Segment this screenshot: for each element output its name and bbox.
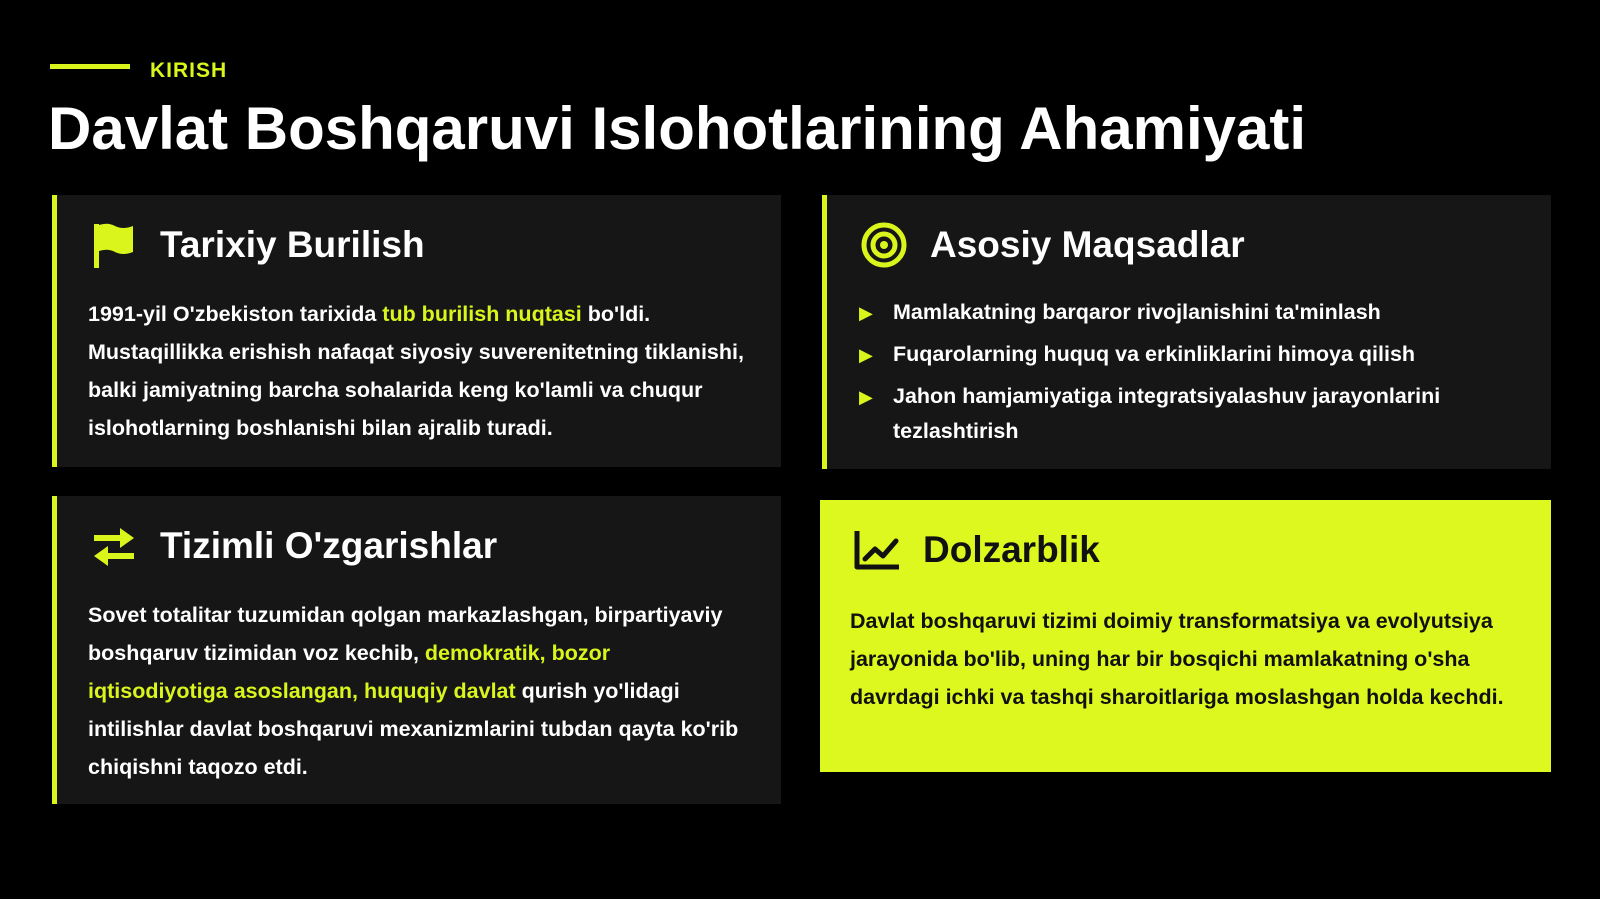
card-goals: [822, 195, 1551, 469]
list-item-text: Mamlakatning barqaror rivojlanishini ta'minlash: [893, 300, 1381, 324]
highlighted-text: demokratik, bozor iqtisodiyotiga asoslangan, huquqiy davlat: [88, 641, 611, 703]
flag-icon: [90, 221, 138, 269]
list-item-text: Fuqarolarning huquq va erkinliklarini himoya qilish: [893, 342, 1416, 366]
section-label: KIRISH: [150, 59, 228, 82]
card-title: Dolzarblik: [923, 529, 1100, 570]
arrow-right-icon: ▶: [859, 303, 873, 323]
chart-line-icon: [853, 526, 901, 574]
card-title: Tizimli O'zgarishlar: [160, 525, 498, 566]
arrow-right-icon: ▶: [859, 387, 873, 407]
text-segment: Sovet totalitar tuzumidan qolgan markazlashgan, birpartiyaviy boshqaruv tizimidan voz kechib,: [88, 603, 723, 665]
card-header: [90, 522, 497, 570]
card-header: [853, 526, 1100, 574]
goal-list: [859, 295, 1511, 454]
card-history: [52, 195, 781, 467]
card-header: [860, 221, 1245, 269]
list-item: [859, 295, 1511, 332]
card-text: Davlat boshqaruvi tizimi doimiy transformatsiya va evolyutsiya jarayonida bo'lib, uning har bir bosqichi mamlakatning o'sha davrdagi ichki va tashqi sharoitlariga moslashgan holda kechdi.: [850, 609, 1504, 709]
exchange-arrows-icon: [90, 522, 138, 570]
card-changes: [52, 496, 781, 804]
target-icon: [860, 221, 908, 269]
arrow-right-icon: ▶: [859, 345, 873, 365]
highlighted-text: tub burilish nuqtasi: [382, 302, 582, 326]
list-item-text: Jahon hamjamiyatiga integratsiyalashuv jarayonlarini tezlashtirish: [893, 384, 1441, 443]
text-segment: 1991-yil O'zbekiston tarixida: [88, 302, 383, 326]
text-segment: bo'ldi. Mustaqillikka erishish nafaqat siyosiy suverenitetning tiklanishi, balki jamiyatning barcha sohalarida keng ko'lamli va chuqur islohotlarning boshlanishi bilan ajralib turadi.: [88, 302, 744, 440]
list-item: [859, 337, 1511, 374]
card-title: Tarixiy Burilish: [160, 224, 425, 265]
card-text: [88, 295, 751, 447]
accent-line: [50, 64, 130, 69]
card-title: Asosiy Maqsadlar: [930, 224, 1245, 265]
card-relevance: [820, 500, 1551, 772]
text-segment: qurish yo'lidagi intilishlar davlat boshqaruvi mexanizmlarini tubdan qayta ko'rib chiqishni taqozo etdi.: [88, 679, 739, 779]
card-header: [90, 221, 425, 269]
card-text: [88, 596, 751, 786]
page-title: Davlat Boshqaruvi Islohotlarining Ahamiyati: [48, 95, 1307, 162]
list-item: [859, 379, 1511, 449]
